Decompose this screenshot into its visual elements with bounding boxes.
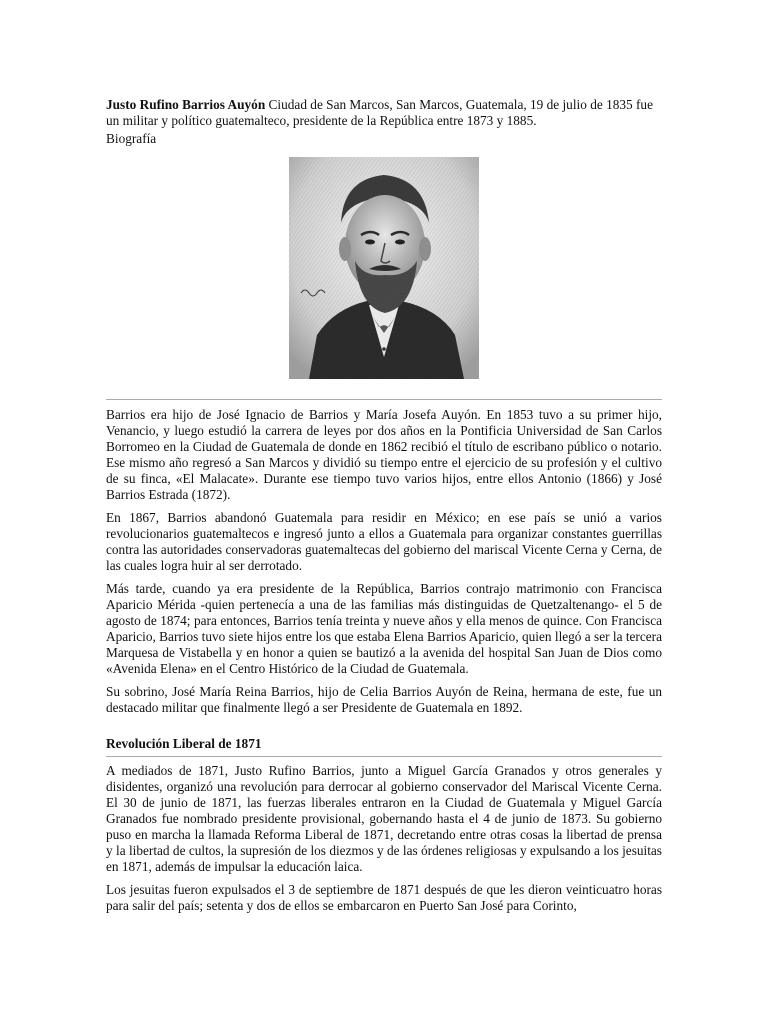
subject-name: Justo Rufino Barrios Auyón [106, 97, 266, 112]
intro-text: Ciudad de San Marcos, San Marcos, Guatemala, 19 de julio de 1835 fue un militar y político guatemalteco, presidente de la República entre 1873 y 1885. [106, 97, 653, 128]
biografia-paragraph: Barrios era hijo de José Ignacio de Barrios y María Josefa Auyón. En 1853 tuvo a su primer hijo, Venancio, y luego estudió la carrera de leyes por dos años en la Pontificia Universidad de San Carlos Borromeo en la Ciudad de Guatemala de donde en 1862 recibió el título de escribano público o notario. Ese mismo año regresó a San Marcos y dividió su tiempo entre el ejercicio de su profesión y el cultivo de su finca, «El Malacate». Durante ese tiempo tuvo varios hijos, entre ellos Antonio (1866) y José Barrios Estrada (1872). [106, 407, 662, 502]
revolucion-paragraph: A mediados de 1871, Justo Rufino Barrios, junto a Miguel García Granados y otros generales y disidentes, organizó una revolución para derrocar al gobierno conservador del Mariscal Vicente Cerna. El 30 de junio de 1871, las fuerzas liberales entraron en la Ciudad de Guatemala y Miguel García Granados fue nombrado presidente provisional, gobernando hasta el 4 de junio de 1873. Su gobierno puso en marcha la llamada Reforma Liberal de 1871, decretando entre otras cosas la libertad de prensa y la libertad de cultos, la supresión de los diezmos y de las órdenes religiosas y expulsando a los jesuitas en 1871, además de impulsar la educación laica. [106, 763, 662, 874]
document-body [106, 97, 662, 921]
heading-divider [106, 756, 662, 757]
section-label-biografia: Biografía [106, 131, 157, 146]
biografia-paragraph: Su sobrino, José María Reina Barrios, hijo de Celia Barrios Auyón de Reina, hermana de este, fue un destacado militar que finalmente llegó a ser Presidente de Guatemala en 1892. [106, 684, 662, 715]
revolucion-heading: Revolución Liberal de 1871 [106, 736, 262, 751]
revolucion-paragraph: Los jesuitas fueron expulsados el 3 de septiembre de 1871 después de que les dieron veinticuatro horas para salir del país; setenta y dos de ellos se embarcaron en Puerto San José para Corinto, [106, 882, 662, 913]
portrait-image [289, 157, 479, 379]
biografia-paragraph: En 1867, Barrios abandonó Guatemala para residir en México; en ese país se unió a varios revolucionarios guatemaltecos e ingresó junto a ellos a Guatemala para organizar constantes guerrillas contra las autoridades conservadoras guatemaltecas del gobierno del mariscal Vicente Cerna y Cerna, de las cuales logra huir al ser derrotado. [106, 510, 662, 573]
intro-paragraph [106, 97, 662, 129]
biografia-paragraph: Más tarde, cuando ya era presidente de la República, Barrios contrajo matrimonio con Francisca Aparicio Mérida -quien pertenecía a una de las familias más distinguidas de Quetzaltenango- el 5 de agosto de 1874; para entonces, Barrios tenía treinta y nueve años y ella menos de quince. Con Francisca Aparicio, Barrios tuvo siete hijos entre los que estaba Elena Barrios Aparicio, quien llegó a ser la tercera Marquesa de Vistabella y en honor a quien se bautizó a la avenida del hospital San Juan de Dios como «Avenida Elena» en el Centro Histórico de la Ciudad de Guatemala. [106, 581, 662, 676]
section-divider [106, 399, 662, 400]
